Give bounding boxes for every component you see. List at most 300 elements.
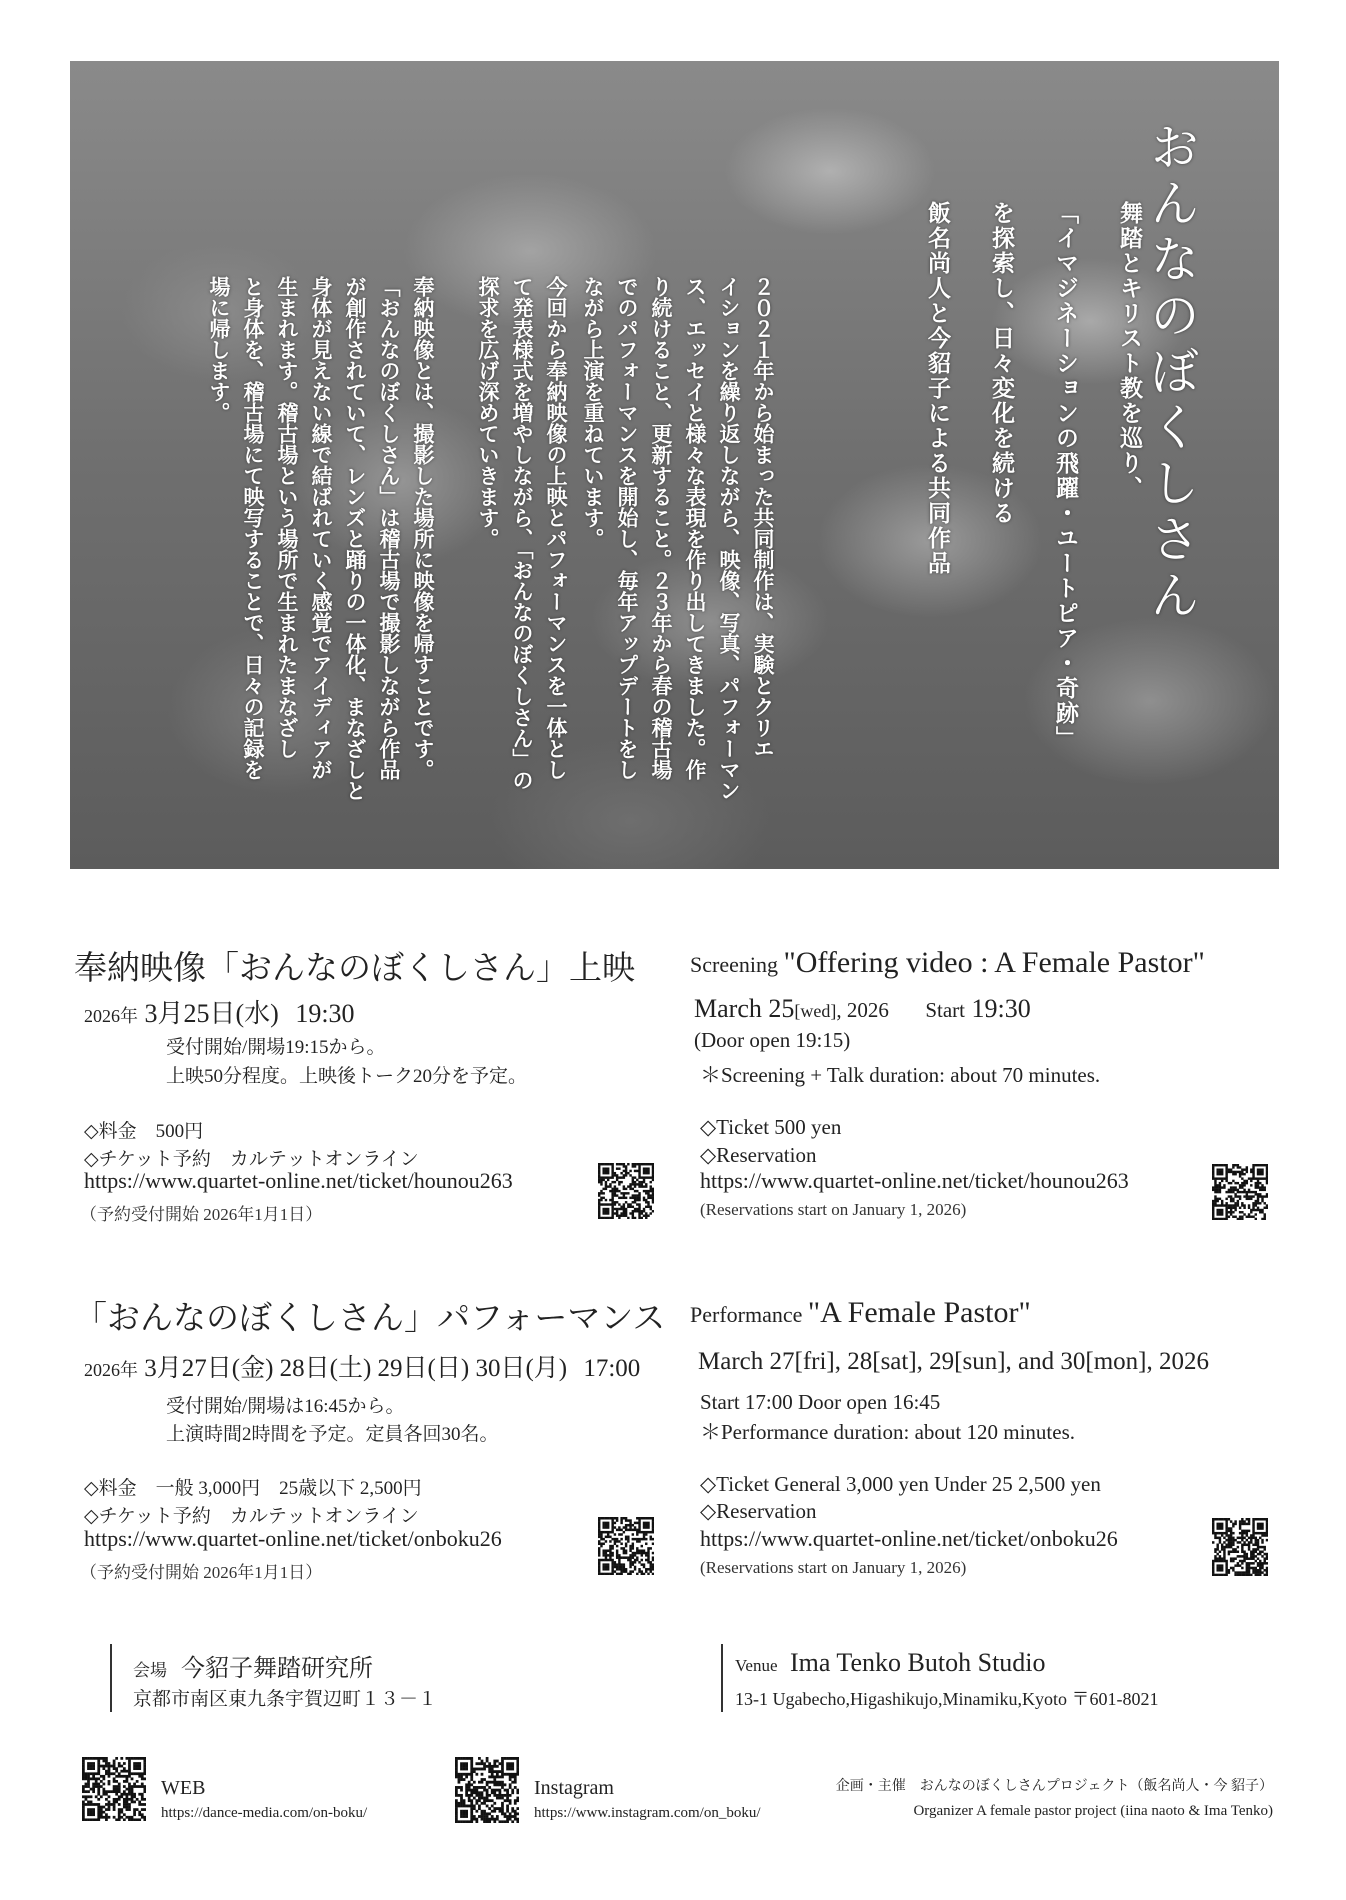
qr-module [605, 1185, 607, 1187]
qr-module [138, 1793, 141, 1796]
qr-module [620, 1556, 622, 1559]
qr-module [113, 1777, 116, 1780]
qr-module [1219, 1204, 1221, 1206]
qr-module [1228, 1539, 1230, 1542]
qr-code-instagram[interactable] [455, 1757, 519, 1823]
qr-module [636, 1547, 638, 1550]
qr-module [1230, 1198, 1232, 1200]
qr-module [650, 1568, 652, 1571]
qr-module [611, 1517, 613, 1520]
qr-module [1241, 1520, 1243, 1523]
qr-module [1219, 1173, 1221, 1175]
qr-module [1246, 1198, 1248, 1200]
qr-module [468, 1781, 471, 1784]
qr-module [1241, 1548, 1243, 1551]
qr-module [110, 1790, 113, 1793]
qr-module [1221, 1574, 1223, 1576]
qr-module [618, 1556, 620, 1559]
qr-module [652, 1163, 654, 1165]
qr-module [602, 1549, 604, 1552]
qr-module [501, 1760, 504, 1763]
qr-module [1252, 1569, 1254, 1572]
qr-module [1248, 1198, 1250, 1200]
qr-module [641, 1573, 643, 1575]
qr-module [1232, 1173, 1234, 1175]
qr-module [470, 1760, 473, 1763]
qr-module [1212, 1569, 1214, 1572]
qr-module [1225, 1207, 1227, 1209]
qr-module [641, 1212, 643, 1214]
qr-module [1212, 1525, 1214, 1528]
qr-module [602, 1517, 604, 1520]
qr-module [638, 1192, 640, 1194]
qr-module [1234, 1571, 1236, 1574]
qr-module [1214, 1518, 1216, 1521]
qr-module [516, 1760, 519, 1763]
qr-module [465, 1810, 468, 1813]
qr-module [1230, 1211, 1232, 1213]
qr-module [102, 1783, 105, 1786]
qr-module [1255, 1544, 1257, 1547]
qr-module [1246, 1523, 1248, 1526]
qr-module [1241, 1544, 1243, 1547]
qr-module [650, 1185, 652, 1187]
qr-module [460, 1773, 463, 1776]
qr-module [1252, 1204, 1254, 1206]
qr-module [133, 1765, 136, 1768]
qr-module [491, 1805, 494, 1808]
qr-module [1223, 1177, 1225, 1179]
qr-module [1241, 1539, 1243, 1542]
qr-module [1212, 1530, 1214, 1533]
qr-module [650, 1188, 652, 1190]
qr-module [1216, 1204, 1218, 1206]
qr-module [516, 1820, 519, 1823]
qr-module [85, 1783, 88, 1786]
qr-module [87, 1818, 90, 1821]
qr-module [605, 1517, 607, 1520]
qr-module [1261, 1534, 1263, 1537]
qr-module [97, 1806, 100, 1809]
qr-module [1266, 1164, 1268, 1166]
qr-module [1221, 1204, 1223, 1206]
qr-module [1216, 1213, 1218, 1215]
qr-module [1243, 1213, 1245, 1215]
qr-module [501, 1770, 504, 1773]
qr-module [643, 1566, 645, 1569]
qr-module [460, 1820, 463, 1823]
qr-module [1216, 1191, 1218, 1193]
qr-module [1264, 1518, 1266, 1521]
qr-module [632, 1212, 634, 1214]
qr-module [499, 1810, 502, 1813]
qr-module [1248, 1548, 1250, 1551]
qr-module [1221, 1518, 1223, 1521]
qr-module [113, 1760, 116, 1763]
qr-module [1225, 1523, 1227, 1526]
qr-module [509, 1802, 512, 1805]
qr-module [138, 1813, 141, 1816]
qr-module [499, 1797, 502, 1800]
qr-module [623, 1165, 625, 1167]
qr-module [501, 1781, 504, 1784]
qr-module [92, 1818, 95, 1821]
qr-module [636, 1183, 638, 1185]
qr-module [1225, 1209, 1227, 1211]
qr-module [1257, 1202, 1259, 1204]
qr-module [493, 1778, 496, 1781]
qr-module [87, 1765, 90, 1768]
qr-module [475, 1802, 478, 1805]
qr-module [614, 1192, 616, 1194]
qr-module [607, 1573, 609, 1575]
qr-module [1228, 1569, 1230, 1572]
qr-module [511, 1807, 514, 1810]
qr-module [1250, 1209, 1252, 1211]
qr-module [1214, 1189, 1216, 1191]
qr-code-performance-ja[interactable] [598, 1517, 654, 1575]
qr-module [652, 1179, 654, 1181]
qr-module [618, 1561, 620, 1564]
web-url[interactable]: https://dance-media.com/on-boku/ [161, 1805, 368, 1821]
qr-module [90, 1788, 93, 1791]
qr-module [483, 1812, 486, 1815]
qr-module [618, 1568, 620, 1571]
qr-module [638, 1522, 640, 1525]
qr-module [514, 1775, 517, 1778]
qr-module [1255, 1164, 1257, 1166]
qr-module [486, 1760, 489, 1763]
qr-module [1230, 1541, 1232, 1544]
qr-module [623, 1547, 625, 1550]
qr-module [493, 1770, 496, 1773]
qr-module [1230, 1186, 1232, 1188]
qr-module [634, 1181, 636, 1183]
qr-module [645, 1570, 647, 1573]
qr-module [118, 1785, 121, 1788]
qr-module [632, 1188, 634, 1190]
qr-module [1216, 1518, 1218, 1521]
qr-module [92, 1785, 95, 1788]
qr-module [1234, 1171, 1236, 1173]
qr-module [1212, 1213, 1214, 1215]
qr-module [475, 1791, 478, 1794]
qr-module [463, 1820, 466, 1823]
qr-module [611, 1524, 613, 1527]
qr-module [1248, 1523, 1250, 1526]
qr-module [126, 1788, 129, 1791]
qr-module [1266, 1557, 1268, 1560]
qr-module [607, 1566, 609, 1569]
qr-module [611, 1217, 613, 1219]
qr-module [1221, 1523, 1223, 1526]
qr-module [1237, 1218, 1239, 1220]
qr-module [643, 1215, 645, 1217]
qr-module [1216, 1209, 1218, 1211]
qr-module [650, 1197, 652, 1199]
qr-module [1264, 1218, 1266, 1220]
qr-module [128, 1808, 131, 1811]
qr-module [118, 1811, 121, 1814]
qr-module [1248, 1557, 1250, 1560]
qr-module [138, 1818, 141, 1821]
qr-module [605, 1540, 607, 1543]
qr-module [645, 1543, 647, 1546]
qr-module [645, 1215, 647, 1217]
qr-module [634, 1176, 636, 1178]
qr-module [1230, 1213, 1232, 1215]
qr-module [638, 1212, 640, 1214]
qr-module [600, 1573, 602, 1575]
qr-module [128, 1793, 131, 1796]
qr-module [138, 1785, 141, 1788]
qr-module [501, 1802, 504, 1805]
qr-module [611, 1167, 613, 1169]
qr-module [504, 1773, 507, 1776]
qr-module [496, 1794, 499, 1797]
qr-module [1225, 1180, 1227, 1182]
qr-module [1237, 1550, 1239, 1553]
qr-module [113, 1780, 116, 1783]
qr-module [611, 1190, 613, 1192]
qr-module [108, 1816, 111, 1819]
qr-module [1232, 1189, 1234, 1191]
qr-module [1264, 1557, 1266, 1560]
qr-module [486, 1815, 489, 1818]
qr-module [607, 1172, 609, 1174]
qr-module [614, 1533, 616, 1536]
qr-module [455, 1765, 458, 1768]
qr-module [1243, 1544, 1245, 1547]
qr-module [123, 1818, 126, 1821]
qr-module [506, 1773, 509, 1776]
qr-module [1250, 1177, 1252, 1179]
qr-module [607, 1536, 609, 1539]
screening-url-ja[interactable]: https://www.quartet-online.net/ticket/hounou263 [84, 1168, 513, 1193]
qr-module [1223, 1537, 1225, 1540]
qr-module [1221, 1171, 1223, 1173]
qr-module [514, 1818, 517, 1821]
qr-module [1219, 1569, 1221, 1572]
qr-module [1228, 1544, 1230, 1547]
qr-module [1228, 1550, 1230, 1553]
qr-module [100, 1757, 103, 1760]
qr-module [652, 1568, 654, 1571]
qr-module [1228, 1191, 1230, 1193]
qr-module [1257, 1171, 1259, 1173]
qr-module [623, 1517, 625, 1520]
qr-module [486, 1781, 489, 1784]
qr-module [1225, 1177, 1227, 1179]
qr-module [618, 1167, 620, 1169]
qr-module [600, 1199, 602, 1201]
qr-module [1261, 1564, 1263, 1567]
qr-module [460, 1762, 463, 1765]
qr-module [141, 1772, 144, 1775]
qr-module [1232, 1216, 1234, 1218]
qr-module [1216, 1523, 1218, 1526]
qr-module [627, 1540, 629, 1543]
qr-module [1250, 1555, 1252, 1558]
qr-module [629, 1183, 631, 1185]
qr-code-screening-ja[interactable] [598, 1163, 654, 1219]
qr-module [123, 1793, 126, 1796]
performance-url-en[interactable]: https://www.quartet-online.net/ticket/onboku26 [700, 1526, 1118, 1551]
qr-module [632, 1181, 634, 1183]
qr-module [650, 1190, 652, 1192]
screening-url-en[interactable]: https://www.quartet-online.net/ticket/hounou263 [700, 1168, 1129, 1193]
qr-module [460, 1789, 463, 1792]
qr-module [652, 1190, 654, 1192]
qr-module [138, 1803, 141, 1806]
qr-module [1221, 1200, 1223, 1202]
performance-heading-en [690, 1296, 1031, 1330]
qr-module [113, 1765, 116, 1768]
qr-module [1266, 1175, 1268, 1177]
qr-module [638, 1217, 640, 1219]
qr-module [1241, 1173, 1243, 1175]
qr-module [496, 1770, 499, 1773]
qr-module [123, 1780, 126, 1783]
qr-module [120, 1770, 123, 1773]
qr-module [118, 1808, 121, 1811]
qr-module [465, 1815, 468, 1818]
qr-module [620, 1208, 622, 1210]
qr-module [614, 1201, 616, 1203]
qr-module [605, 1549, 607, 1552]
qr-module [113, 1816, 116, 1819]
qr-module [509, 1799, 512, 1802]
qr-module [1259, 1571, 1261, 1574]
qr-module [1214, 1191, 1216, 1193]
qr-module [1241, 1534, 1243, 1537]
qr-module [1241, 1204, 1243, 1206]
qr-module [1248, 1520, 1250, 1523]
qr-module [620, 1163, 622, 1165]
qr-module [1248, 1213, 1250, 1215]
qr-module [1239, 1211, 1241, 1213]
qr-module [1232, 1544, 1234, 1547]
qr-module [473, 1815, 476, 1818]
qr-module [460, 1797, 463, 1800]
qr-module [616, 1538, 618, 1541]
qr-module [1230, 1191, 1232, 1193]
qr-code-screening-en[interactable] [1212, 1164, 1268, 1220]
qr-module [1250, 1567, 1252, 1570]
qr-module [1266, 1527, 1268, 1530]
screening-date-year: , 2026 [836, 998, 889, 1022]
qr-module [82, 1772, 85, 1775]
qr-module [128, 1806, 131, 1809]
qr-module [627, 1519, 629, 1522]
qr-module [516, 1807, 519, 1810]
qr-module [1214, 1186, 1216, 1188]
qr-module [82, 1770, 85, 1773]
qr-module [511, 1768, 514, 1771]
qr-module [1225, 1518, 1227, 1521]
qr-module [470, 1818, 473, 1821]
qr-module [123, 1813, 126, 1816]
qr-module [478, 1794, 481, 1797]
qr-module [1232, 1532, 1234, 1535]
qr-module [465, 1791, 468, 1794]
qr-module [468, 1820, 471, 1823]
qr-module [511, 1781, 514, 1784]
qr-module [1221, 1560, 1223, 1563]
qr-module [1248, 1564, 1250, 1567]
qr-module [1239, 1564, 1241, 1567]
instagram-url[interactable]: https://www.instagram.com/on_boku/ [534, 1805, 761, 1821]
qr-module [90, 1765, 93, 1768]
qr-module [468, 1797, 471, 1800]
performance-url-ja[interactable]: https://www.quartet-online.net/ticket/onboku26 [84, 1526, 502, 1551]
qr-module [1257, 1548, 1259, 1551]
qr-module [1237, 1200, 1239, 1202]
qr-module [483, 1818, 486, 1821]
qr-module [650, 1536, 652, 1539]
qr-module [641, 1210, 643, 1212]
qr-module [645, 1552, 647, 1555]
qr-module [478, 1805, 481, 1808]
qr-module [605, 1170, 607, 1172]
qr-module [1252, 1195, 1254, 1197]
qr-module [616, 1210, 618, 1212]
qr-module [455, 1807, 458, 1810]
qr-module [634, 1529, 636, 1532]
qr-module [602, 1524, 604, 1527]
qr-module [1219, 1168, 1221, 1170]
screening-heading-en [690, 946, 1205, 980]
qr-module [1219, 1560, 1221, 1563]
qr-module [1212, 1564, 1214, 1567]
qr-module [1266, 1555, 1268, 1558]
qr-module [1212, 1171, 1214, 1173]
qr-module [105, 1757, 108, 1760]
qr-module [136, 1765, 139, 1768]
qr-module [1261, 1209, 1263, 1211]
qr-module [1216, 1200, 1218, 1202]
qr-module [143, 1808, 146, 1811]
qr-module [118, 1818, 121, 1821]
qr-module [620, 1547, 622, 1550]
qr-module [458, 1820, 461, 1823]
qr-module [641, 1570, 643, 1573]
qr-module [113, 1801, 116, 1804]
qr-module [1261, 1541, 1263, 1544]
qr-module [1225, 1202, 1227, 1204]
qr-module [473, 1770, 476, 1773]
qr-module [465, 1820, 468, 1823]
qr-module [650, 1566, 652, 1569]
qr-module [614, 1561, 616, 1564]
qr-module [131, 1790, 134, 1793]
qr-module [1259, 1560, 1261, 1563]
qr-module [645, 1199, 647, 1201]
qr-module [1257, 1195, 1259, 1197]
qr-module [605, 1554, 607, 1557]
qr-module [652, 1188, 654, 1190]
qr-module [97, 1785, 100, 1788]
qr-module [1239, 1171, 1241, 1173]
qr-module [131, 1801, 134, 1804]
qr-module [1246, 1182, 1248, 1184]
qr-code-performance-en[interactable] [1212, 1518, 1268, 1576]
qr-module [491, 1775, 494, 1778]
qr-code-web[interactable] [82, 1757, 146, 1821]
screening-heading-ja: 奉納映像「おんなのぼくしさん」上映 [74, 951, 635, 987]
qr-module [514, 1812, 517, 1815]
qr-module [509, 1815, 512, 1818]
